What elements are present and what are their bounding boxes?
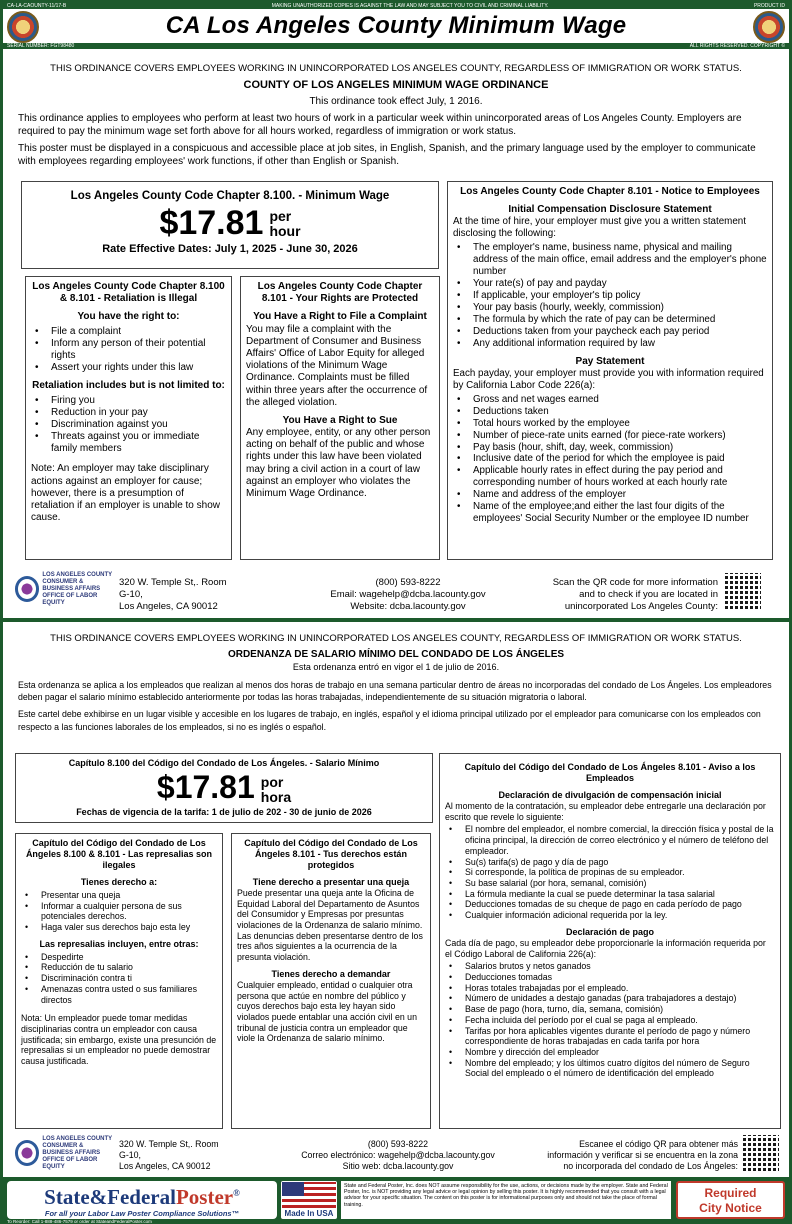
serial-number: SERIAL NUMBER: FGT98480 — [7, 43, 75, 49]
right-to-heading: You have the right to: — [77, 311, 180, 323]
notice-heading: Los Angeles County Code Chapter 8.101 - Notice to Employees — [460, 186, 760, 197]
ordinance-title: ORDENANZA DE SALARIO MÍNIMO DEL CONDADO DE LOS ÁNGELES — [227, 648, 565, 660]
retaliation-includes-heading: Las represalias incluyen, entre otras: — [39, 938, 199, 949]
product-id: PRODUCT ID — [753, 3, 785, 9]
list-item: • Inclusive date of the period for which the employee is paid — [453, 453, 767, 465]
pay-statement-text: Cada día de pago, su empleador debe proporcionarle la información requerida por el Código Laboral de California 226(a): — [445, 937, 766, 959]
qr-code-icon[interactable] — [743, 1135, 779, 1171]
list-item: • Name of the employee;and either the last four digits of the employees' Social Security Number or the employee ID number — [453, 501, 767, 525]
qr-caption: Escanee el código QR para obtener más información y verificar si se encuentra en la zona no incorporada del condado de Los Ángeles: — [547, 1139, 738, 1171]
notice-box — [439, 753, 781, 1129]
retaliation-heading: Los Angeles County Code Chapter 8.100 & 8.101 - Retaliation is Illegal — [32, 281, 225, 305]
sue-heading: You Have a Right to Sue — [282, 414, 398, 426]
dcba-logo: LOS ANGELES COUNTY CONSUMER & BUSINESS AFFAIRS OFFICE OF LABOR EQUITY — [15, 571, 115, 607]
wage-unit: por hora — [260, 773, 292, 805]
county-seal-icon — [7, 11, 39, 43]
list-item: • Tarifas por hora aplicables vigentes durante el período de pago y número correspondiente de horas trabajadas en cada tarifa por hora — [445, 1026, 775, 1047]
phone: (800) 593-8222 — [367, 1139, 429, 1149]
complaint-heading: You Have a Right to File a Complaint — [253, 311, 427, 323]
brand-bar — [3, 1177, 789, 1221]
made-in-usa-badge: Made In USA — [281, 1181, 337, 1219]
poster-inner — [3, 3, 789, 1224]
list-item: • Pay basis (hour, shift, day, week, commission) — [453, 442, 767, 454]
list-item: • Si corresponde, la política de propinas de su empleador. — [445, 867, 775, 878]
list-item: • Número de unidades a destajo ganadas (para trabajadores a destajo) — [445, 993, 775, 1004]
list-item: • Despedirte — [21, 952, 217, 963]
disclaimer: State and Federal Poster, Inc. does NOT assume responsibility for the use, actions, or decisions made by the employer. State and Federal Poster, Inc. is NOT providing any legal advice or legal opinion by selling this poster. It is highly recommended that you consult with a legal advisor for your specific situation. The content on this poster is for informational purposes only and should not take the place of formal training. — [341, 1181, 671, 1219]
reorder-line: To Reorder: Call 1-888-486-7579 or order at StateandFederalPoster.com — [7, 1219, 152, 1224]
rights-protected-box — [231, 833, 431, 1129]
list-item: • Threats against you or immediate family members — [31, 431, 226, 455]
list-item: • Reduction in your pay — [31, 407, 226, 419]
rights-heading: Capítulo del Código del Condado de Los Ángeles 8.101 - Tus derechos están protegidos — [244, 838, 418, 870]
notice-box — [447, 181, 773, 560]
list-item: • If applicable, your employer's tip policy — [453, 290, 767, 302]
list-item: • Salarios brutos y netos ganados — [445, 961, 775, 972]
list-item: • Amenazas contra usted o sus familiares directos — [21, 984, 217, 1005]
pay-statement-list — [445, 961, 775, 1079]
spanish-intro — [3, 629, 789, 733]
list-item: • Your rate(s) of pay and payday — [453, 278, 767, 290]
disclosure-list — [445, 824, 775, 920]
effective-date: This ordinance took effect July, 1 2016. — [309, 95, 483, 107]
product-code: CA-LA-CAOUNTY-11/17-B — [7, 3, 67, 9]
list-item: • The employer's name, business name, physical and mailing address of the main office, email address and the employer's phone number — [453, 242, 767, 278]
rights-list — [31, 326, 226, 375]
applicability-paragraph: This ordinance applies to employees who perform at least two hours of work in a particular week within unincorporated areas of Los Angeles County. Employers are required to pay the minimum wage set forth above for all hours worked, regardless of immigration or work status. — [18, 113, 742, 137]
retaliation-includes-heading: Retaliation includes but is not limited to: — [32, 380, 225, 392]
rights-protected-box — [240, 276, 440, 560]
contact-info — [303, 577, 513, 613]
address: 320 W. Temple St,. Room G-10, Los Angeles, CA 90012 — [119, 577, 227, 612]
effective-date: Esta ordenanza entró en vigor el 1 de julio de 2016. — [292, 662, 500, 673]
county-seal-icon — [753, 11, 785, 43]
us-flag-icon — [282, 1182, 336, 1208]
list-item: • File a complaint — [31, 326, 226, 338]
list-item: • Discriminación contra ti — [21, 973, 217, 984]
list-item: • Reducción de tu salario — [21, 962, 217, 973]
pay-statement-heading: Pay Statement — [575, 355, 645, 367]
disclosure-heading: Declaración de divulgación de compensación inicial — [498, 789, 722, 800]
header — [3, 9, 789, 42]
wage-heading: Capítulo 8.100 del Código del Condado de Los Ángeles. - Salario Mínimo — [68, 758, 380, 768]
email[interactable]: Email: wagehelp@dcba.lacounty.gov — [330, 588, 486, 600]
notice-heading: Capítulo del Código del Condado de Los Ángeles 8.101 - Aviso a los Empleados — [464, 762, 756, 783]
display-paragraph: This poster must be displayed in a conspicuous and accessible place at job sites, in English, Spanish, and the primary language used by the employer to communicate with employees regarding employees' work functions, if other than English or Spanish. — [18, 143, 756, 167]
disclosure-list — [453, 242, 767, 349]
list-item: • Name and address of the employer — [453, 489, 767, 501]
list-item: • The formula by which the rate of pay can be determined — [453, 314, 767, 326]
retaliation-list — [31, 395, 226, 456]
pay-statement-text: Each payday, your employer must provide you with information required by California Labor Code 226(a): — [453, 367, 764, 391]
qr-caption: Scan the QR code for more information and to check if you are located in unincorporated Los Angeles County: — [552, 577, 718, 612]
applicability-paragraph: Esta ordenanza se aplica a los empleados que realizan al menos dos horas de trabajo en una semana particular dentro de áreas no incorporadas del condado de Los Ángeles. Los empleadores deben pagar el salario mínimo establecido anteriormente por todas las horas trabajadas, independientemente de su situación migratoria o laboral. — [18, 679, 772, 702]
list-item: • Any additional information required by law — [453, 338, 767, 350]
list-item: • Deductions taken — [453, 406, 767, 418]
list-item: • Gross and net wages earned — [453, 394, 767, 406]
list-item: • Your pay basis (hourly, weekly, commission) — [453, 302, 767, 314]
dcba-logo-icon — [15, 576, 39, 602]
list-item: • Nombre y dirección del empleador — [445, 1047, 775, 1058]
list-item: • Fecha incluida del período por el cual se paga al empleado. — [445, 1015, 775, 1026]
retaliation-list — [21, 952, 217, 1006]
copyright: ALL RIGHTS RESERVED. COPYRIGHT © — [689, 43, 785, 49]
english-intro — [3, 59, 789, 168]
list-item: • Discrimination against you — [31, 419, 226, 431]
email[interactable]: Correo electrónico: wagehelp@dcba.lacounty.gov — [301, 1149, 495, 1160]
list-item: • Informar a cualquier persona de sus potenciales derechos. — [21, 901, 217, 922]
retaliation-box — [15, 833, 223, 1129]
dcba-logo-icon — [15, 1140, 39, 1166]
list-item: • Inform any person of their potential rights — [31, 338, 226, 362]
list-item: • Su(s) tarifa(s) de pago y día de pago — [445, 857, 775, 868]
qr-code-icon[interactable] — [725, 573, 761, 609]
english-footer — [3, 569, 789, 612]
website[interactable]: Website: dcba.lacounty.gov — [350, 600, 466, 612]
spanish-footer — [3, 1133, 789, 1173]
coverage-statement: THIS ORDINANCE COVERS EMPLOYEES WORKING IN UNINCORPORATED LOS ANGELES COUNTY, REGARDLESS OF IMMIGRATION OR WORK STATUS. — [50, 633, 742, 644]
wage-amount — [156, 768, 292, 805]
minimum-wage-box — [21, 181, 439, 269]
ordinance-title: COUNTY OF LOS ANGELES MINIMUM WAGE ORDINANCE — [243, 78, 549, 91]
wage-amount — [159, 205, 300, 241]
disclosure-heading: Initial Compensation Disclosure Statement — [508, 204, 712, 216]
serial-bar — [3, 43, 789, 49]
display-paragraph: Este cartel debe exhibirse en un lugar visible y accesible en los lugares de trabajo, en inglés, español y el idioma principal utilizado por el empleador para comunicarse con los empleados con respecto a las funciones laborales de los empleados, si no es inglés o español. — [18, 709, 761, 732]
minimum-wage-box — [15, 753, 433, 823]
wage-heading: Los Angeles County Code Chapter 8.100. - Minimum Wage — [70, 190, 390, 202]
retaliation-heading: Capítulo del Código del Condado de Los Ángeles 8.100 & 8.101 - Las represalias son ilegales — [25, 838, 213, 870]
retaliation-box — [25, 276, 232, 560]
rights-list — [21, 890, 217, 933]
list-item: • Firing you — [31, 395, 226, 407]
complaint-text: You may file a complaint with the Department of Consumer and Business Affairs' Office of Labor Equity for alleged violations of the Minimum Wage Ordinance. Complaints must be filled within three years after the occurrence of the alleged violation. — [246, 323, 428, 408]
page-title: CA Los Angeles County Minimum Wage — [165, 11, 627, 39]
right-to-heading: Tienes derecho a: — [80, 876, 158, 887]
phone: (800) 593-8222 — [375, 577, 441, 588]
address: 320 W. Temple St,. Room G-10, Los Angeles, CA 90012 — [119, 1139, 219, 1171]
complaint-heading: Tiene derecho a presentar una queja — [252, 876, 410, 887]
coverage-statement: THIS ORDINANCE COVERS EMPLOYEES WORKING IN UNINCORPORATED LOS ANGELES COUNTY, REGARDLESS OF IMMIGRATION OR WORK STATUS. — [50, 63, 742, 74]
website[interactable]: Sitio web: dcba.lacounty.gov — [342, 1160, 454, 1171]
list-item: • Total hours worked by the employee — [453, 418, 767, 430]
list-item: • Deducciones tomadas de su cheque de pago en cada período de pago — [445, 899, 775, 910]
list-item: • Deducciones tomadas — [445, 972, 775, 983]
rights-heading: Los Angeles County Code Chapter 8.101 - Your Rights are Protected — [257, 281, 423, 305]
list-item: • Su base salarial (por hora, semanal, comisión) — [445, 878, 775, 889]
list-item: • Deductions taken from your paycheck each pay period — [453, 326, 767, 338]
list-item: • Applicable hourly rates in effect during the pay period and corresponding number of hours worked at each hourly rate — [453, 465, 767, 489]
sue-text: Cualquier empleado, entidad o cualquier otra persona que actúe en nombre del público y cuyos derechos bajo esta ley hayan sido violados puede entablar una acción civil en un tribunal de justicia contra un empleador que viole la Ordenanza de salario mínimo. — [237, 979, 417, 1044]
dcba-logo: LOS ANGELES COUNTY CONSUMER & BUSINESS AFFAIRS OFFICE OF LABOR EQUITY — [15, 1135, 115, 1171]
retaliation-note: Nota: Un empleador puede tomar medidas disciplinarias contra un empleador con causa justificada; sin embargo, existe una presunción de represalias si un empleador no puede demostrar causa justificada. — [21, 1013, 217, 1067]
sue-heading: Tienes derecho a demandar — [271, 968, 391, 979]
list-item: • Base de pago (hora, turno, día, semana, comisión) — [445, 1004, 775, 1015]
contact-info — [293, 1139, 503, 1172]
list-item: • Haga valer sus derechos bajo esta ley — [21, 922, 217, 933]
sue-text: Any employee, entity, or any other person acting on behalf of the public and whose rights under this law have been violated may bring a civil action in a court of law against an employer who violates the Minimum Wage Ordinance. — [246, 427, 431, 499]
disclosure-text: At the time of hire, your employer must give you a written statement disclosing the following: — [453, 216, 746, 240]
section-divider — [3, 618, 789, 622]
brand-tagline: For all your Labor Law Poster Compliance Solutions™ — [44, 1209, 240, 1218]
wage-value: $17.81 — [159, 204, 264, 243]
pay-statement-list — [453, 394, 767, 525]
list-item: • Horas totales trabajadas por el empleado. — [445, 983, 775, 994]
brand-logo[interactable]: State&FederalPoster® For all your Labor Law Poster Compliance Solutions™ — [7, 1181, 277, 1219]
list-item: • Presentar una queja — [21, 890, 217, 901]
list-item: • Cualquier información adicional requerida por la ley. — [445, 910, 775, 921]
pay-statement-heading: Declaración de pago — [565, 926, 655, 937]
list-item: • Number of piece-rate units earned (for piece-rate workers) — [453, 430, 767, 442]
wage-unit: per hour — [269, 208, 301, 240]
disclosure-text: Al momento de la contratación, su empleador debe entregarle una declaración por escrito que revele lo siguiente: — [445, 800, 766, 822]
rate-effective-dates: Rate Effective Dates: July 1, 2025 - June 30, 2026 — [102, 243, 358, 256]
rate-effective-dates: Fechas de vigencia de la tarifa: 1 de julio de 202 - 30 de junio de 2026 — [76, 806, 372, 817]
wage-value: $17.81 — [156, 768, 255, 805]
list-item: • Nombre del empleado; y los últimos cuatro dígitos del número de Seguro Social del empleado o el número de identificación del empleado — [445, 1058, 775, 1079]
copy-warning: MAKING UNAUTHORIZED COPIES IS AGAINST THE LAW AND MAY SUBJECT YOU TO CIVIL AND CRIMINAL LIABILITY. — [271, 3, 549, 9]
complaint-text: Puede presentar una queja ante la Oficina de Equidad Laboral del Departamento de Asuntos del Consumidor y Empresas por presuntas violaciones de la Ordenanza de salario mínimo. Las denuncias deben presentarse dentro de los tres años siguientes a la ocurrencia de la presunta violación. — [237, 887, 423, 963]
list-item: • La fórmula mediante la cual se puede determinar la tasa salarial — [445, 889, 775, 900]
retaliation-note: Note: An employer may take disciplinary actions against an employer for cause; however, there is a presumption of retaliation if an employer is unable to show cause. — [31, 463, 220, 524]
list-item: • El nombre del empleador, el nombre comercial, la dirección física y postal de la oficina principal, la dirección de correo electrónico y el número de teléfono del empleador. — [445, 824, 775, 856]
list-item: • Assert your rights under this law — [31, 362, 226, 374]
required-city-notice: Required City Notice — [676, 1181, 785, 1219]
